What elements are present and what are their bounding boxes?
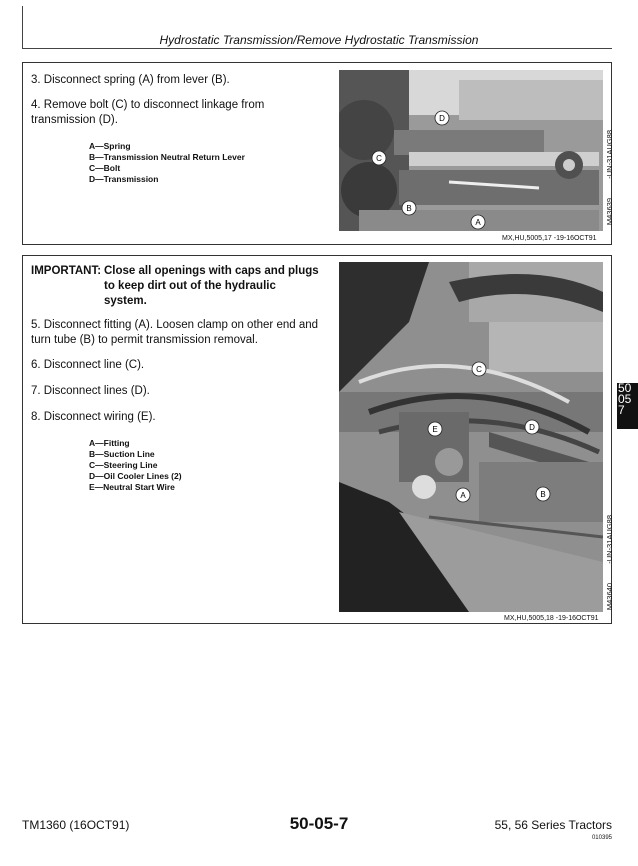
section-1-legend bbox=[89, 141, 245, 185]
footer-series: 55, 56 Series Tractors bbox=[494, 818, 612, 832]
legend-item: A—Spring bbox=[89, 141, 131, 151]
svg-text:E: E bbox=[432, 425, 438, 434]
figure-1-code-top: -UN-31AUG88 bbox=[605, 130, 614, 179]
important-line-3: system. bbox=[104, 295, 147, 307]
step-5-line-2: turn tube (B) to permit transmission removal. bbox=[31, 334, 258, 346]
legend-item: C—Steering Line bbox=[89, 460, 158, 470]
section-2-legend bbox=[89, 438, 182, 493]
step-4-line-2: transmission (D). bbox=[31, 114, 118, 126]
figure-1-caption: MX,HU,5005,17 -19-16OCT91 bbox=[502, 235, 597, 242]
step-7: 7. Disconnect lines (D). bbox=[31, 385, 150, 397]
callout-c bbox=[472, 362, 486, 376]
callout-c bbox=[372, 151, 386, 165]
tab-line-1: 50 bbox=[618, 381, 632, 395]
callout-d bbox=[435, 111, 449, 125]
legend-item: D—Transmission bbox=[89, 174, 159, 184]
svg-text:B: B bbox=[540, 490, 546, 499]
footer-manual-id: TM1360 (16OCT91) bbox=[22, 818, 130, 832]
tab-line-3: 7 bbox=[618, 403, 625, 417]
important-label: IMPORTANT: bbox=[31, 265, 102, 277]
figure-hydraulic-lines-photo bbox=[339, 262, 603, 612]
figure-transmission-linkage-photo bbox=[339, 70, 603, 231]
section-tab bbox=[617, 383, 638, 429]
page-header-title: Hydrostatic Transmission/Remove Hydrostatic Transmission bbox=[159, 33, 479, 47]
svg-text:B: B bbox=[406, 204, 412, 213]
legend-item: B—Transmission Neutral Return Lever bbox=[89, 152, 245, 162]
step-6: 6. Disconnect line (C). bbox=[31, 359, 145, 371]
tab-line-2: 05 bbox=[618, 392, 632, 406]
figure-2-code-bottom: M43640 bbox=[605, 583, 614, 611]
step-8: 8. Disconnect wiring (E). bbox=[31, 411, 156, 423]
footer-doc-id: 010395 bbox=[591, 835, 612, 841]
svg-text:A: A bbox=[475, 218, 481, 227]
important-line-2: to keep dirt out of the hydraulic bbox=[104, 280, 276, 292]
figure-1-code-bottom: M43639 bbox=[605, 198, 614, 226]
step-5-line-1: 5. Disconnect fitting (A). Loosen clamp on other end and bbox=[31, 319, 319, 331]
header-rule bbox=[22, 48, 612, 49]
svg-text:D: D bbox=[439, 114, 445, 123]
figure-2-caption: MX,HU,5005,18 -19-16OCT91 bbox=[504, 615, 599, 622]
svg-text:A: A bbox=[460, 491, 466, 500]
figure-2-code-top: -UN-31AUG88 bbox=[605, 515, 614, 564]
important-line-1: Close all openings with caps and plugs bbox=[104, 265, 319, 277]
callout-b bbox=[536, 487, 550, 501]
step-3: 3. Disconnect spring (A) from lever (B). bbox=[31, 74, 230, 86]
page-number: 50-05-7 bbox=[289, 814, 349, 833]
legend-item: A—Fitting bbox=[89, 438, 130, 448]
svg-text:C: C bbox=[476, 365, 482, 374]
legend-item: D—Oil Cooler Lines (2) bbox=[89, 471, 182, 481]
callout-e bbox=[428, 422, 442, 436]
callout-a bbox=[456, 488, 470, 502]
svg-text:C: C bbox=[376, 154, 382, 163]
legend-item: B—Suction Line bbox=[89, 449, 155, 459]
callout-a bbox=[471, 215, 485, 229]
callout-b bbox=[402, 201, 416, 215]
svg-text:D: D bbox=[529, 423, 535, 432]
step-4-line-1: 4. Remove bolt (C) to disconnect linkage from bbox=[31, 99, 265, 111]
legend-item: C—Bolt bbox=[89, 163, 121, 173]
legend-item: E—Neutral Start Wire bbox=[89, 482, 175, 492]
callout-d bbox=[525, 420, 539, 434]
